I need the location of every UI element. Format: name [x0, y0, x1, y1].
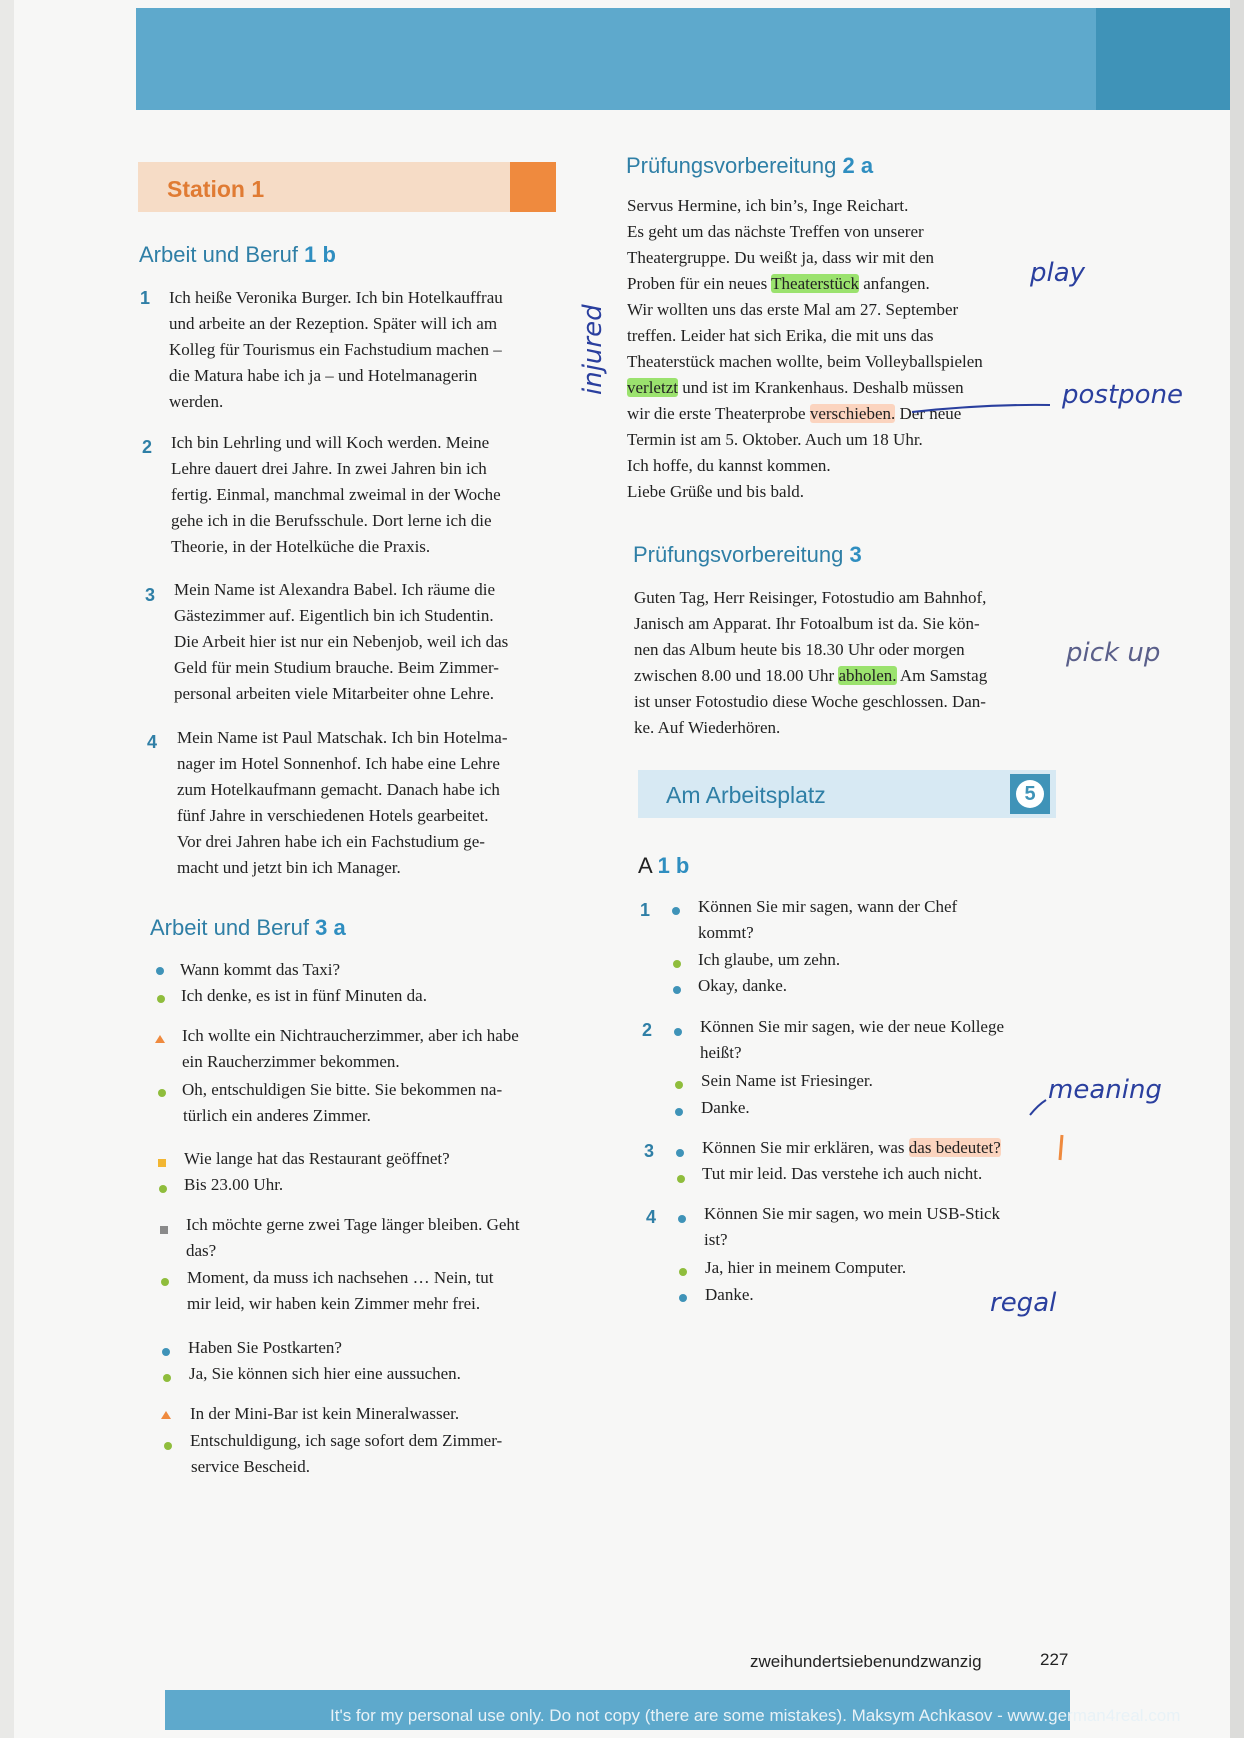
text-line: Theorie, in der Hotelküche die Praxis. [171, 537, 431, 556]
item-number: 1 [140, 288, 151, 308]
dialog-line: türlich ein anderes Zimmer. [183, 1106, 371, 1125]
text-line: Gästezimmer auf. Eigentlich bin ich Studentin. [174, 606, 494, 625]
dialog-line: Wie lange hat das Restaurant geöffnet? [184, 1149, 450, 1168]
text-line: ist unser Fotostudio diese Woche geschlossen. Dan- [634, 692, 986, 711]
dialog-line: Können Sie mir sagen, wo mein USB-Stick [704, 1204, 1001, 1223]
highlighted-word: verschieben. [809, 404, 896, 423]
text-line: Termin ist am 5. Oktober. Auch um 18 Uhr. [627, 430, 923, 449]
text-run: und ist im Krankenhaus. Deshalb müssen [677, 378, 964, 397]
text-line: Theaterstück machen wollte, beim Volleyballspielen [627, 352, 983, 371]
dialog-line: Ich möchte gerne zwei Tage länger bleiben. Geht [186, 1215, 520, 1234]
heading-number: 2 a [842, 153, 874, 178]
page-number: 227 [1040, 1650, 1069, 1669]
text-run: Können Sie mir erklären, was [702, 1138, 909, 1157]
text-line: Kolleg für Tourismus ein Fachstudium machen – [169, 340, 502, 359]
dialog-line: Moment, da muss ich nachsehen … Nein, tut [187, 1268, 494, 1287]
dialog-line: Können Sie mir sagen, wie der neue Kollege [700, 1017, 1005, 1036]
text-line: Mein Name ist Paul Matschak. Ich bin Hotelma- [177, 728, 508, 747]
text-line: Liebe Grüße und bis bald. [627, 482, 805, 501]
text-run: Am Samstag [896, 666, 988, 685]
item-number: 2 [142, 437, 153, 457]
dialog-line: Sein Name ist Friesinger. [701, 1071, 873, 1090]
dialog-line: heißt? [700, 1043, 742, 1062]
text-line: Es geht um das nächste Treffen von unserer [627, 222, 924, 241]
text-line: nager im Hotel Sonnenhof. Ich habe eine Lehre [177, 754, 500, 773]
dialog-line: In der Mini-Bar ist kein Mineralwasser. [190, 1404, 460, 1423]
text-line: werden. [169, 392, 224, 411]
postpone-pointer-line [912, 405, 1050, 412]
text-line: Ich heiße Veronika Burger. Ich bin Hotelkauffrau [169, 288, 503, 307]
highlighted-word: Theaterstück [771, 274, 859, 293]
text-line: und arbeite an der Rezeption. Später will ich am [169, 314, 498, 333]
highlighted-word: abholen. [838, 666, 897, 685]
text-line: treffen. Leider hat sich Erika, die mit uns das [627, 326, 934, 345]
handwritten-note-postpone: postpone [1062, 380, 1184, 410]
text-line: Geld für mein Studium brauche. Beim Zimmer- [174, 658, 499, 677]
dialog-line: Ja, Sie können sich hier eine aussuchen. [189, 1364, 461, 1383]
dialog-line: mir leid, wir haben kein Zimmer mehr frei. [187, 1294, 481, 1313]
item-number: 4 [646, 1207, 657, 1227]
dialog-line: Wann kommt das Taxi? [180, 960, 341, 979]
heading-number: 3 a [315, 915, 346, 940]
item-number: 4 [147, 732, 158, 752]
highlighted-word: verletzt [627, 378, 678, 397]
meaning-pointer-line [1030, 1100, 1046, 1115]
dialog-line: ein Raucherzimmer bekommen. [182, 1052, 400, 1071]
text-run: Proben für ein neues [627, 274, 772, 293]
text-line: fünf Jahre in verschiedenen Hotels gearbeitet. [177, 806, 489, 825]
item-number: 1 [640, 900, 651, 920]
dialog-line: Können Sie mir sagen, wann der Chef [698, 897, 958, 916]
dialog-line: Bis 23.00 Uhr. [184, 1175, 284, 1194]
handwritten-note-regal: regal [990, 1288, 1057, 1318]
heading-number: 1 b [304, 242, 336, 267]
text-line: die Matura habe ich ja – und Hotelmanagerin [169, 366, 478, 385]
handwritten-note-pick-up: pick up [1066, 638, 1161, 668]
watermark-text: It's for my personal use only. Do not copy (there are some mistakes). Maksym Achkasov - www.german4real.com [330, 1706, 1181, 1725]
text-line: gehe ich in die Berufsschule. Dort lerne ich die [171, 511, 492, 530]
heading-number: 3 [849, 542, 862, 567]
heading-text: Prüfungsvorbereitung [626, 153, 843, 178]
handwritten-note-injured: injured [578, 304, 608, 395]
dialog-line: Ich denke, es ist in fünf Minuten da. [181, 986, 427, 1005]
dialog-line: Oh, entschuldigen Sie bitte. Sie bekommen na- [182, 1080, 503, 1099]
dialog-line: Entschuldigung, ich sage sofort dem Zimmer- [190, 1431, 503, 1450]
text-line: nen das Album heute bis 18.30 Uhr oder morgen [634, 640, 965, 659]
text-line: Ich hoffe, du kannst kommen. [627, 456, 831, 475]
heading-text: Arbeit und Beruf [139, 242, 305, 267]
text-line: macht und jetzt bin ich Manager. [177, 858, 401, 877]
dialog-line: Danke. [701, 1098, 750, 1117]
item-number: 3 [644, 1141, 655, 1161]
text-line: Janisch am Apparat. Ihr Fotoalbum ist da. Sie kön- [634, 614, 980, 633]
highlighted-word: das bedeutet? [908, 1138, 1001, 1157]
dialog-line: Tut mir leid. Das verstehe ich auch nicht. [702, 1164, 983, 1183]
heading-number: 1 b [657, 853, 690, 878]
dialog-line: das? [186, 1241, 217, 1260]
text-run: wir die erste Theaterprobe [627, 404, 810, 423]
text-line: zum Hotelkaufmann gemacht. Danach habe ich [177, 780, 500, 799]
dialog-line: kommt? [698, 923, 754, 942]
text-line: Guten Tag, Herr Reisinger, Fotostudio am Bahnhof, [634, 588, 987, 607]
text-line: ke. Auf Wiederhören. [634, 718, 781, 737]
heading-text: Prüfungsvorbereitung [633, 542, 850, 567]
dialog-line: Ich glaube, um zehn. [698, 950, 841, 969]
text-line: fertig. Einmal, manchmal zweimal in der Woche [171, 485, 501, 504]
text-line: Lehre dauert drei Jahre. In zwei Jahren bin ich [171, 459, 487, 478]
dialog-line: service Bescheid. [191, 1457, 310, 1476]
handwritten-note-meaning: meaning [1048, 1075, 1162, 1105]
dialog-line: Haben Sie Postkarten? [188, 1338, 342, 1357]
heading-text: A [638, 853, 658, 878]
heading-text: Arbeit und Beruf [150, 915, 316, 940]
dialog-line: Ja, hier in meinem Computer. [705, 1258, 907, 1277]
station-label: Station 1 [167, 176, 265, 202]
dialog-line: Ich wollte ein Nichtraucherzimmer, aber ich habe [182, 1026, 519, 1045]
section-title: Am Arbeitsplatz [666, 782, 826, 808]
text-line: personal arbeiten viele Mitarbeiter ohne Lehre. [174, 684, 495, 703]
text-run: zwischen 8.00 und 18.00 Uhr [634, 666, 839, 685]
dialog-line: Okay, danke. [698, 976, 788, 995]
text-line: Servus Hermine, ich bin’s, Inge Reichart. [627, 196, 909, 215]
text-line: Ich bin Lehrling und will Koch werden. Meine [171, 433, 490, 452]
item-number: 2 [642, 1020, 653, 1040]
text-line: Mein Name ist Alexandra Babel. Ich räume die [174, 580, 495, 599]
text-line: Wir wollten uns das erste Mal am 27. September [627, 300, 959, 319]
text-line: Vor drei Jahren habe ich ein Fachstudium ge- [177, 832, 485, 851]
text-line: Die Arbeit hier ist nur ein Nebenjob, weil ich das [174, 632, 509, 651]
text-run: Der neue [895, 404, 962, 423]
highlighter-stroke [1060, 1135, 1062, 1160]
handwritten-note-play: play [1030, 258, 1086, 288]
dialog-line: ist? [704, 1230, 728, 1249]
dialog-line: Danke. [705, 1285, 754, 1304]
section-number: 5 [1016, 780, 1044, 808]
page-number-words: zweihundertsiebenundzwanzig [750, 1652, 982, 1671]
item-number: 3 [145, 585, 156, 605]
text-line: Theatergruppe. Du weißt ja, dass wir mit den [627, 248, 935, 267]
text-run: anfangen. [858, 274, 930, 293]
